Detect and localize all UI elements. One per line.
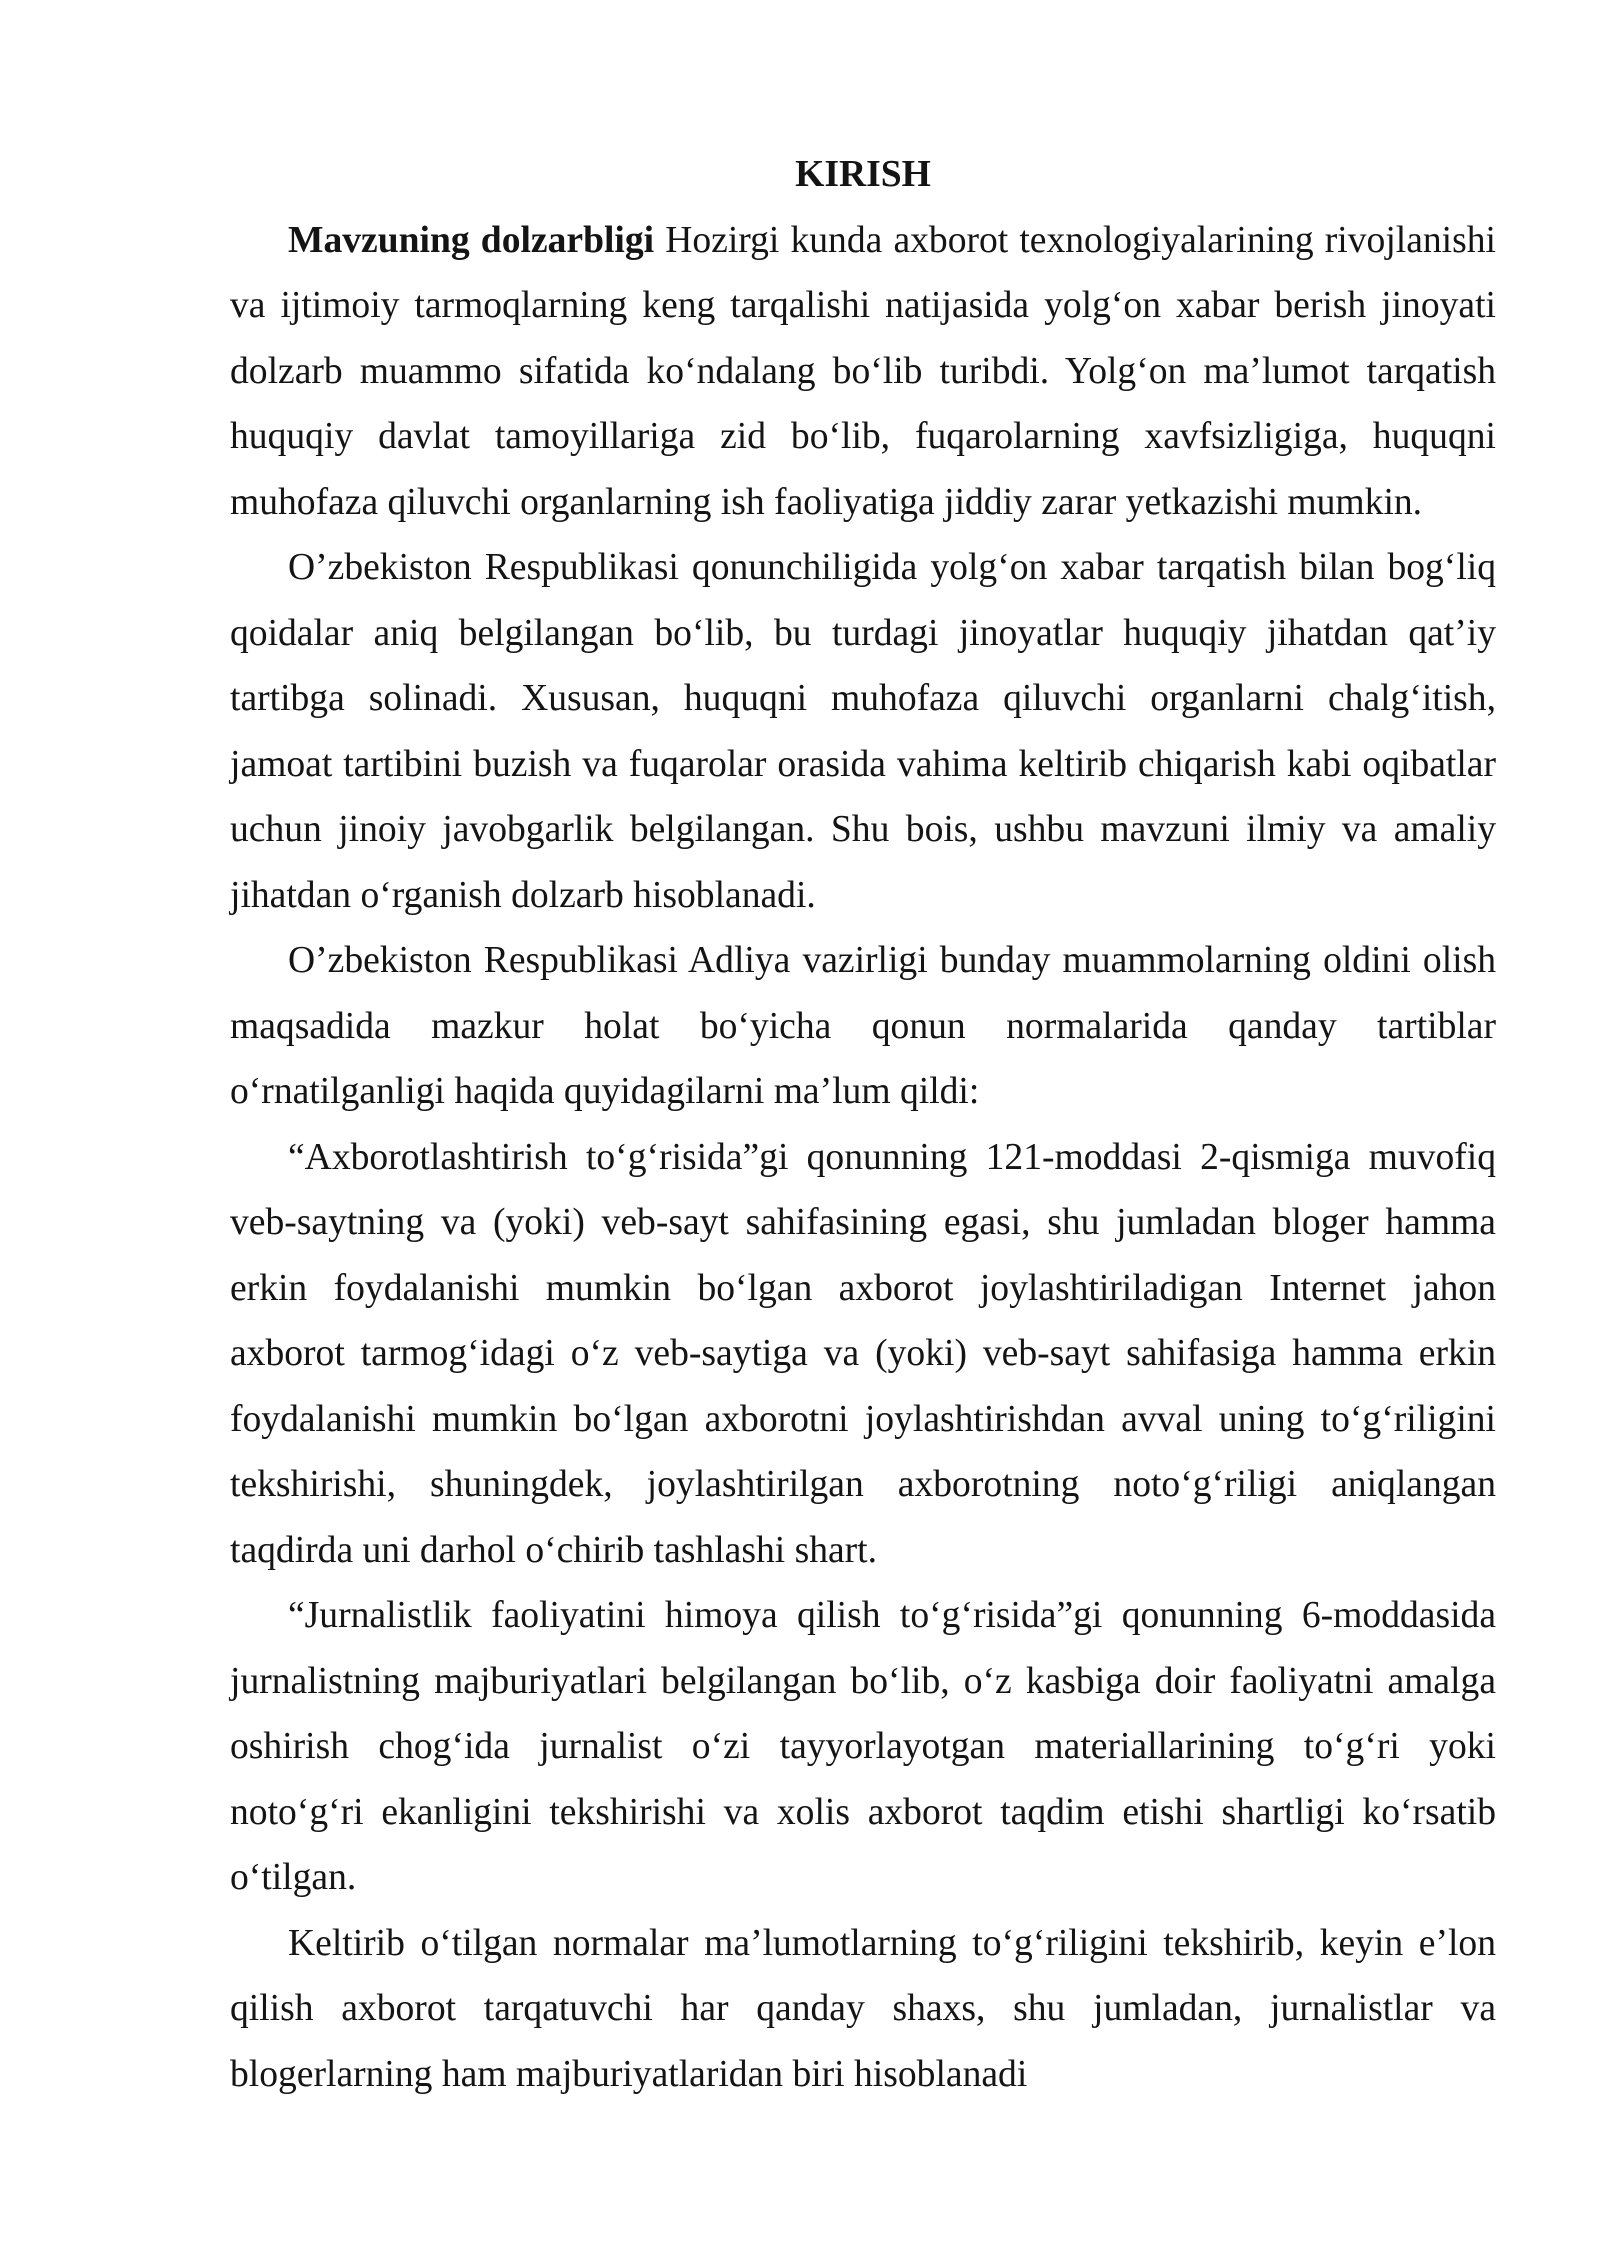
- paragraph-line: O’zbekiston Respublikasi Adliya vazirligi bunday muammolarning oldini olish: [288, 940, 1496, 981]
- paragraph-line: muhofaza qiluvchi organlarning ish faoliyatiga jiddiy zarar yetkazishi mumkin.: [230, 481, 1423, 523]
- paragraph-line: va ijtimoiy tarmoqlarning keng tarqalishi natijasida yolg‘on xabar berish jinoyati: [230, 285, 1496, 326]
- paragraph-line: erkin foydalanishi mumkin bo‘lgan axborot joylashtiriladigan Internet jahon: [230, 1267, 1496, 1309]
- paragraph-line: tekshirishi, shuningdek, joylashtirilgan axborotning noto‘g‘riligi aniqlangan: [230, 1464, 1496, 1505]
- paragraph-line: [230, 208, 1496, 274]
- paragraph: [230, 1583, 1496, 1911]
- paragraph-line: dolzarb muammo sifatida ko‘ndalang bo‘lib turibdi. Yolg‘on ma’lumot tarqatish: [230, 350, 1496, 392]
- paragraph-line: huquqiy davlat tamoyillariga zid bo‘lib, fuqarolarning xavfsizligiga, huquqni: [230, 416, 1496, 457]
- paragraph-line: o‘tilgan.: [230, 1857, 357, 1898]
- paragraph: [230, 1911, 1496, 2108]
- paragraph-line: tartibga solinadi. Xususan, huquqni muhofaza qiluvchi organlarni chalg‘itish,: [230, 678, 1496, 719]
- paragraph-line: maqsadida mazkur holat bo‘yicha qonun normalarida qanday tartiblar: [230, 1005, 1496, 1047]
- paragraph: [230, 928, 1496, 1125]
- paragraph-line: uchun jinoiy javobgarlik belgilangan. Shu bois, ushbu mavzuni ilmiy va amaliy: [230, 809, 1496, 850]
- paragraph-line: qoidalar aniq belgilangan bo‘lib, bu turdagi jinoyatlar huquqiy jihatdan qat’iy: [230, 612, 1496, 654]
- paragraph-line: jamoat tartibini buzish va fuqarolar orasida vahima keltirib chiqarish kabi oqibatlar: [230, 743, 1496, 785]
- paragraph-line: “Jurnalistlik faoliyatini himoya qilish to‘g‘risida”gi qonunning 6-moddasida: [288, 1595, 1496, 1636]
- paragraph-line: blogerlarning ham majburiyatlaridan biri hisoblanadi: [230, 2053, 1028, 2095]
- paragraph-line: “Axborotlashtirish to‘g‘risida”gi qonunning 121-moddasi 2-qismiga muvofiq: [288, 1136, 1496, 1178]
- paragraph-line: foydalanishi mumkin bo‘lgan axborotni joylashtirishdan avval uning to‘g‘riligini: [230, 1398, 1496, 1440]
- paragraph-line: oshirish chog‘ida jurnalist o‘zi tayyorlayotgan materiallarining to‘g‘ri yoki: [230, 1726, 1496, 1767]
- paragraph-line: taqdirda uni darhol o‘chirib tashlashi shart.: [230, 1529, 878, 1571]
- paragraph: [230, 1125, 1496, 1584]
- paragraph-line: noto‘g‘ri ekanligini tekshirishi va xolis axborot taqdim etishi shartligi ko‘rsatib: [230, 1791, 1496, 1833]
- paragraph-line: axborot tarmog‘idagi o‘z veb-saytiga va (yoki) veb-sayt sahifasiga hamma erkin: [230, 1333, 1496, 1374]
- document-title: KIRISH: [795, 154, 931, 195]
- paragraph-line: qilish axborot tarqatuvchi har qanday shaxs, shu jumladan, jurnalistlar va: [230, 1988, 1496, 2029]
- document-body: [230, 142, 1496, 2107]
- paragraph-line-text: Hozirgi kunda axborot texnologiyalarining rivojlanishi: [665, 219, 1496, 261]
- paragraph-lead: Mavzuning dolzarbligi: [288, 219, 655, 261]
- paragraph: [230, 208, 1496, 536]
- paragraph-line: o‘rnatilganligi haqida quyidagilarni ma’lum qildi:: [230, 1071, 980, 1112]
- paragraph-line: jurnalistning majburiyatlari belgilangan bo‘lib, o‘z kasbiga doir faoliyatni amalga: [230, 1660, 1496, 1702]
- paragraph-line: jihatdan o‘rganish dolzarb hisoblanadi.: [230, 874, 816, 916]
- paragraph-line: Keltirib o‘tilgan normalar ma’lumotlarning to‘g‘riligini tekshirib, keyin e’lon: [288, 1922, 1496, 1964]
- paragraph-line: O’zbekiston Respublikasi qonunchiligida yolg‘on xabar tarqatish bilan bog‘liq: [288, 547, 1496, 588]
- paragraph-line: veb-saytning va (yoki) veb-sayt sahifasining egasi, shu jumladan bloger hamma: [230, 1202, 1496, 1243]
- paragraph: [230, 535, 1496, 928]
